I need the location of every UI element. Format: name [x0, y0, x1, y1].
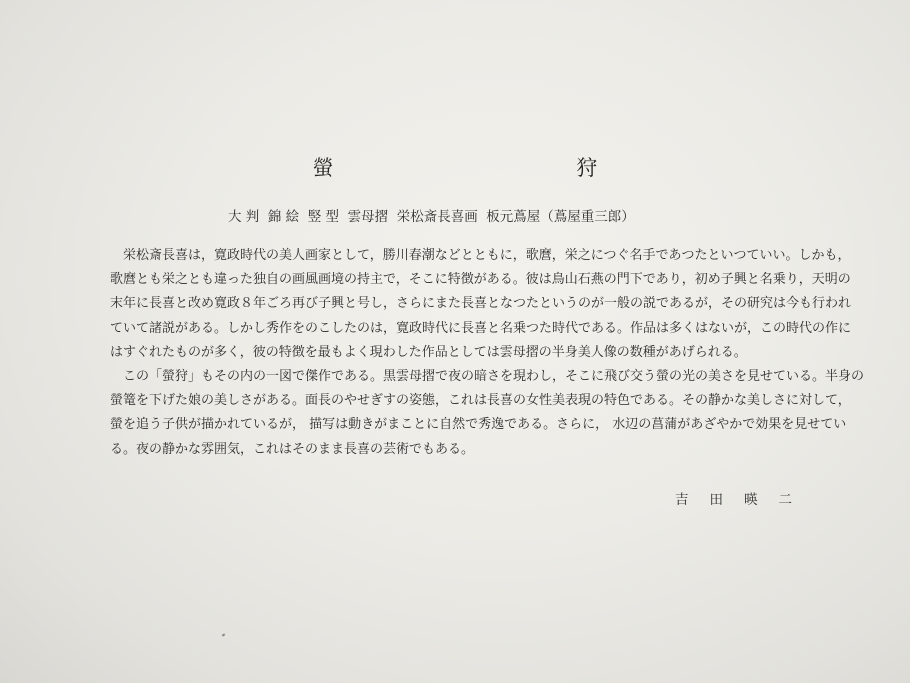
- body-line: る。夜の静かな雰囲気，これはそのまま長喜の芸術でもある。: [110, 441, 475, 457]
- body-line: 螢篭を下げた娘の美しさがある。面長のやせぎすの姿態，これは長喜の女性美表現の特色である。その静かな美しさに対して，: [110, 393, 851, 409]
- paper-speck: [222, 633, 226, 636]
- body-text: [110, 244, 865, 462]
- body-line: この「螢狩」もその内の一図で傑作である。黒雲母摺で夜の暗さを現わし，そこに飛び交う螢の光の美さを見せている。半身の: [123, 369, 865, 385]
- body-line: 末年に長喜と改め寛政８年ごろ再び子興と号し，さらにまた長喜となつたというのが一般の説であるが，その研究は今も行われ: [110, 296, 852, 312]
- body-line: 歌麿とも栄之とも違った独自の画風画境の持主で，そこに特徴がある。彼は鳥山石燕の門下であり，初め子興と名乗り，天明の: [110, 272, 851, 288]
- author-name: 吉田暎二: [675, 492, 813, 508]
- body-line: 螢を追う子供が描かれているが， 描写は動きがまことに自然で秀逸である。さらに， 水辺の菖蒲があざやかで効果を見せてい: [110, 417, 847, 433]
- body-line: はすぐれたものが多く，彼の特徴を最もよく現わした作品としては雲母摺の半身美人像の数種があげられる。: [110, 344, 747, 360]
- document-subtitle: 大 判 錦 絵 竪 型 雲母摺 栄松斎長喜画 板元蔦屋（蔦屋重三郎）: [228, 209, 635, 225]
- body-line: 栄松斎長喜は，寛政時代の美人画家として，勝川春潮などとともに，歌麿，栄之につぐ名手であつたといつていい。しかも，: [123, 248, 851, 263]
- body-line: ていて諸説がある。しかし秀作をのこしたのは，寛政時代に長喜と名乗つた時代である。作品は多くはないが，この時代の作に: [110, 320, 852, 336]
- document-title: 螢 狩: [312, 156, 716, 180]
